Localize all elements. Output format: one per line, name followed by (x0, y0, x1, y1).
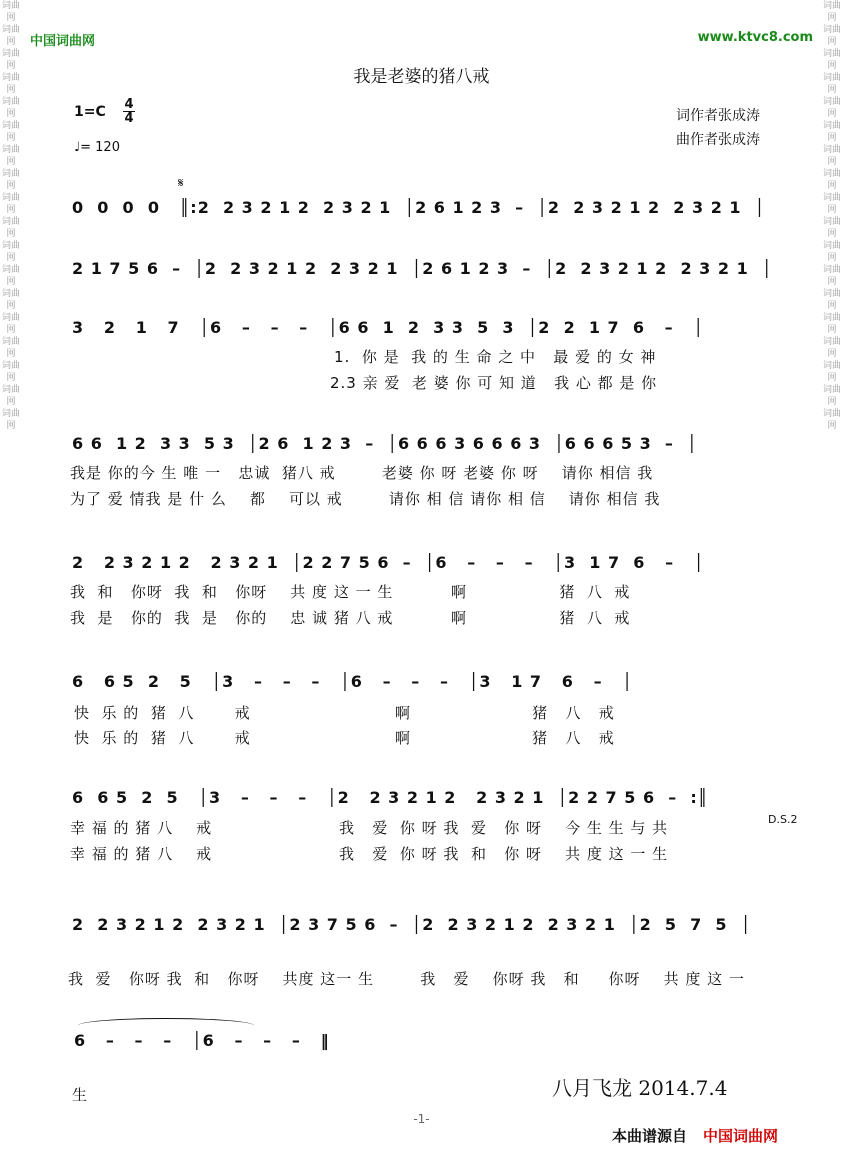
footer-source (612, 1125, 778, 1146)
notation-row-3: 3 2 1 7 │6 – – – │6 6 1 2 3 3 5 3 │2 2 1 7 6 – │ (72, 318, 705, 337)
lyric-row-4-verse-1: 我是 你的今 生 唯 一 忠诚 猪八 戒 老婆 你 呀 老婆 你 呀 请你 相信 我 (70, 464, 654, 482)
lyric-row-6-verse-2: 快 乐 的 猪 八 戒 啊 猪 八 戒 (74, 729, 615, 747)
watermark-left: 词曲网 词曲网 词曲网 词曲网 词曲网 词曲网 词曲网 词曲网 词曲网 词曲网 词曲网 词曲网 词曲网 词曲网 词曲网 词曲网 词曲网 词曲网 (2, 1, 20, 431)
lyricist: 词作者张成涛 (676, 108, 760, 124)
lyric-row-7-verse-2: 幸 福 的 猪 八 戒 我 爱 你 呀 我 和 你 呀 共 度 这 一 生 (70, 845, 669, 863)
notation-row-4: 6 6 1 2 3 3 5 3 │2 6 1 2 3 – │6 6 6 3 6 6 6 3 │6 6 6 5 3 – │ (72, 434, 698, 453)
notation-row-1: 0 0 0 0 ║:2 2 3 2 1 2 2 3 2 1 │2 6 1 2 3 – │2 2 3 2 1 2 2 3 2 1 │ (72, 198, 766, 217)
key-signature: 1=C (74, 104, 106, 120)
site-name-left[interactable]: 中国词曲网 (30, 34, 96, 49)
tempo-marking: ♩= 120 (74, 140, 120, 155)
composer: 曲作者张成涛 (676, 132, 760, 148)
credits (676, 104, 760, 152)
segno-icon: 𝄋 (178, 176, 184, 191)
lyric-row-4-verse-2: 为了 爱 情我 是 什 么 都 可以 戒 请你 相 信 请你 相 信 请你 相信 我 (70, 490, 661, 508)
time-sig-top: 4 (124, 97, 134, 112)
time-sig-bottom: 4 (124, 111, 134, 126)
lyric-row-9: 生 (72, 1086, 89, 1104)
notation-row-2: 2 1 7 5 6 – │2 2 3 2 1 2 2 3 2 1 │2 6 1 2 3 – │2 2 3 2 1 2 2 3 2 1 │ (72, 259, 773, 278)
song-title: 我是老婆的猪八戒 (353, 67, 490, 87)
footer-source-label: 本曲谱源自 (612, 1127, 688, 1145)
lyric-row-5-verse-1: 我 和 你呀 我 和 你呀 共 度 这 一 生 啊 猪 八 戒 (70, 583, 631, 601)
signature-date: 八月飞龙 2014.7.4 (552, 1076, 728, 1100)
lyric-row-7-verse-1: 幸 福 的 猪 八 戒 我 爱 你 呀 我 爱 你 呀 今 生 生 与 共 (70, 819, 669, 837)
notation-row-5: 2 2 3 2 1 2 2 3 2 1 │2 2 7 5 6 – │6 – – – │3 1 7 6 – │ (72, 553, 705, 572)
site-url-right[interactable]: www.ktvc8.com (697, 30, 813, 45)
notation-row-7: 6 6 5 2 5 │3 – – – │2 2 3 2 1 2 2 3 2 1 │2 2 7 5 6 – :║ (72, 788, 709, 807)
notation-row-6: 6 6 5 2 5 │3 – – – │6 – – – │3 1 7 6 – │ (72, 672, 633, 691)
footer-source-site[interactable]: 中国词曲网 (703, 1127, 779, 1145)
lyric-row-3-verse-2: 2.3 亲 爱 老 婆 你 可 知 道 我 心 都 是 你 (330, 374, 658, 392)
page-number: -1- (413, 1112, 430, 1126)
watermark-right: 词曲网 词曲网 词曲网 词曲网 词曲网 词曲网 词曲网 词曲网 词曲网 词曲网 词曲网 词曲网 词曲网 词曲网 词曲网 词曲网 词曲网 词曲网 (823, 1, 841, 431)
ds-marking: D.S.2 (768, 813, 798, 826)
lyric-row-6-verse-1: 快 乐 的 猪 八 戒 啊 猪 八 戒 (74, 704, 615, 722)
notation-row-9: 6 – – – │6 – – – ‖ (74, 1031, 330, 1050)
lyric-row-3-verse-1: 1. 你 是 我 的 生 命 之 中 最 爱 的 女 神 (334, 348, 657, 366)
lyric-row-8: 我 爱 你呀 我 和 你呀 共度 这一 生 我 爱 你呀 我 和 你呀 共 度 这 一 (68, 970, 745, 988)
time-signature (123, 98, 135, 125)
notation-row-8: 2 2 3 2 1 2 2 3 2 1 │2 3 7 5 6 – │2 2 3 2 1 2 2 3 2 1 │2 5 7 5 │ (72, 915, 752, 934)
lyric-row-5-verse-2: 我 是 你的 我 是 你的 忠 诚 猪 八 戒 啊 猪 八 戒 (70, 609, 631, 627)
